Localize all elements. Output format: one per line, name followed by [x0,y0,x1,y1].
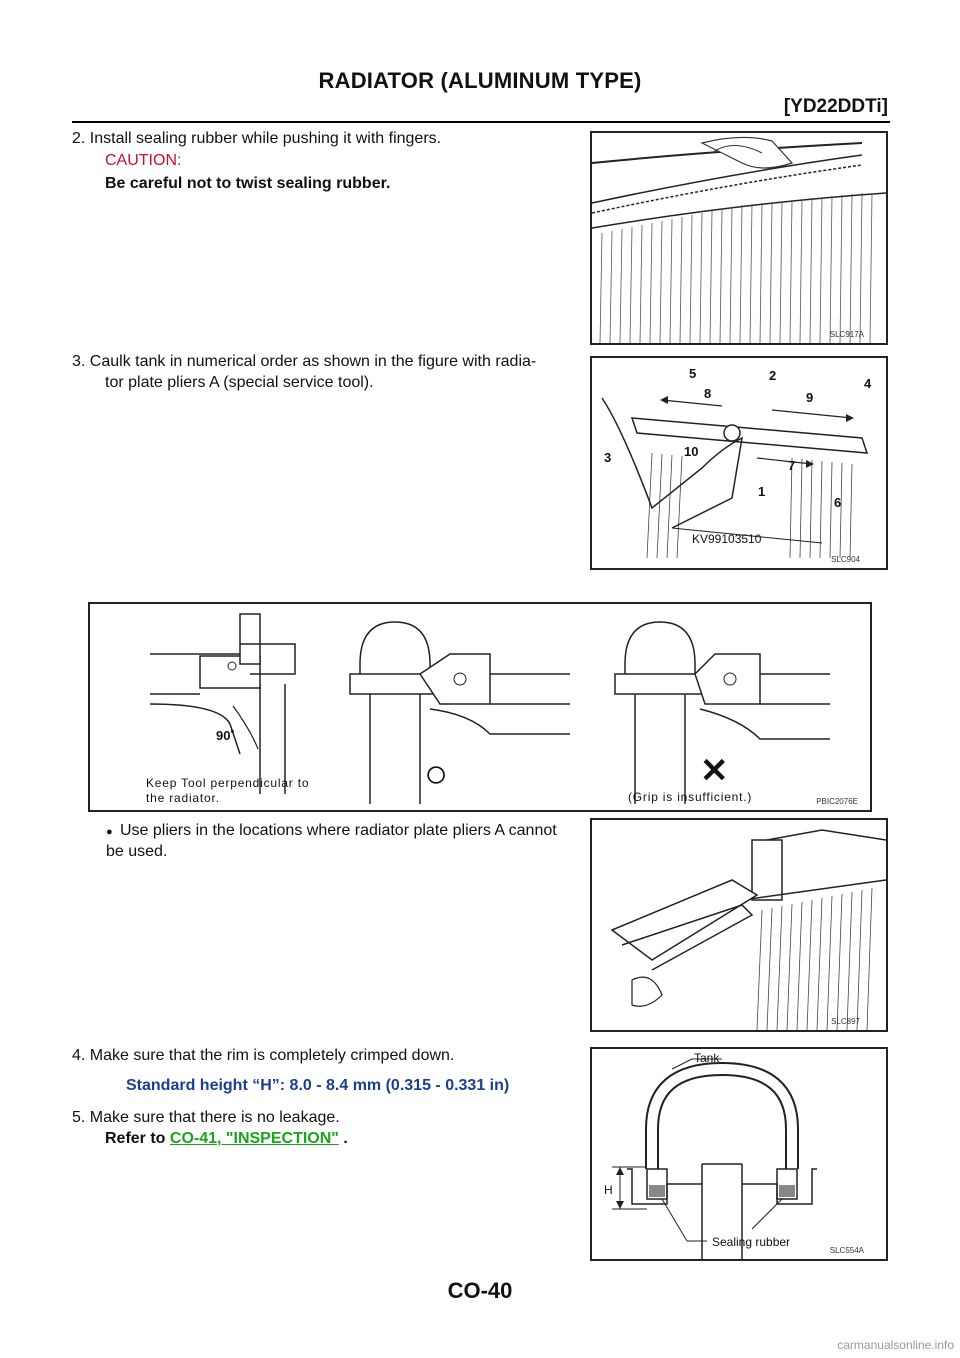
tool-number: KV99103510 [692,532,762,546]
figure-code: SLC897 [831,1017,860,1026]
order-number-1: 1 [758,484,766,499]
refer-prefix: Refer to [105,1130,170,1147]
correct-mark-icon: ○ [424,752,449,796]
page-number: CO-40 [447,1278,513,1303]
height-label: H [604,1183,613,1197]
figure-sealing-rubber [590,131,888,345]
sealing-rubber-label: Sealing rubber [712,1235,791,1249]
figure-tank-section [590,1047,888,1261]
order-number-3: 3 [604,450,612,465]
caution-text: Be careful not to twist sealing rubber. [105,175,391,192]
figure-code: SLC554A [829,1246,864,1255]
standard-height-spec: Standard height “H”: 8.0 - 8.4 mm (0.315 - 0.331 in) [126,1077,510,1094]
watermark: carmanualsonline.info [837,1338,954,1352]
order-number-9: 9 [806,390,814,405]
order-number-2: 2 [769,368,777,383]
figure-pliers-use [590,818,888,1032]
incorrect-mark-icon: ✕ [700,752,729,790]
order-number-10: 10 [684,444,699,459]
step-3-text-line2: tor plate pliers A (special service tool). [105,374,374,391]
note-line2: the radiator. [146,791,220,805]
step-4-text: 4. Make sure that the rim is completely crimped down. [72,1047,455,1064]
bad-note: (Grip is insufficient.) [628,790,753,804]
figure-code: SLC917A [829,330,864,339]
order-number-4: 4 [864,376,872,391]
refer-suffix: . [338,1130,348,1147]
tank-section-illustration [592,1049,886,1259]
sealing-rubber-illustration [592,133,886,343]
pliers-use-illustration [592,820,886,1030]
figure-code: SLC904 [831,555,860,564]
engine-code: [YD22DDTi] [783,96,888,117]
order-number-6: 6 [834,495,842,510]
header-rule [72,121,890,123]
step-3-text-line1: 3. Caulk tank in numerical order as shown in the figure with radia- [72,353,537,370]
inspection-link[interactable]: CO-41, "INSPECTION" [169,1130,339,1147]
note-line1: Keep Tool perpendicular to [146,776,310,790]
caution-label: CAUTION: [105,152,182,169]
step-5-reference [105,1128,348,1149]
figure-caulk-order [590,356,888,570]
order-number-7: 7 [788,458,796,473]
bullet-line2: be used. [106,843,168,860]
order-number-8: 8 [704,386,712,401]
page-title: RADIATOR (ALUMINUM TYPE) [318,68,642,93]
step-2-text: 2. Install sealing rubber while pushing it with fingers. [72,130,442,147]
tank-label: Tank [694,1051,720,1065]
order-number-5: 5 [689,366,697,381]
step-5-text: 5. Make sure that there is no leakage. [72,1109,340,1126]
angle-label: 90˚ [216,728,235,743]
figure-code: PBIC2076E [816,797,858,806]
figure-pliers-orientation [88,602,872,812]
bullet-line1: ● Use pliers in the locations where radiator plate pliers A cannot [120,820,557,841]
